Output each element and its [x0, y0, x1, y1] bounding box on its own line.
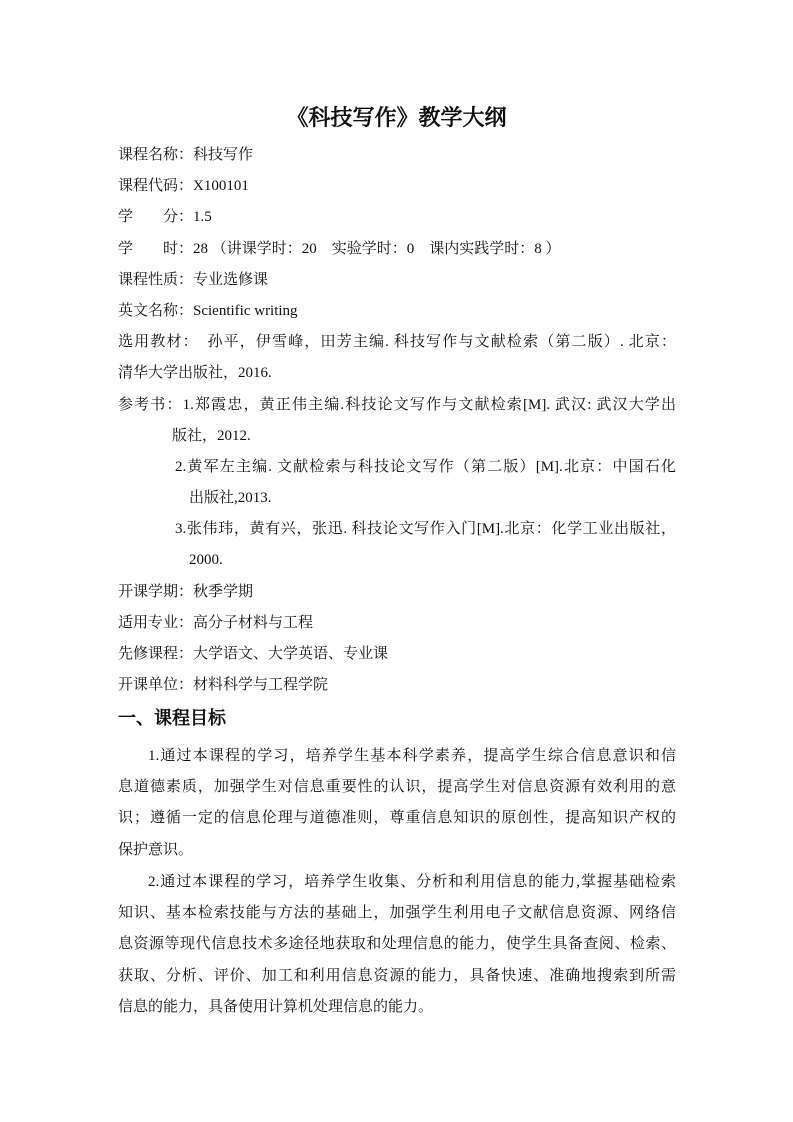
- reference-1: 参考书：1.郑霞忠，黄正伟主编.科技论文写作与文献检索[M]. 武汉: 武汉大学出: [118, 396, 676, 413]
- text-line: 获取、分析、评价、加工和利用信息资源的能力，具备快速、准确地搜索到所需: [118, 967, 676, 984]
- textbook: 选用教材： 孙平，伊雪峰，田芳主编. 科技写作与文献检索（第二版）. 北京：: [118, 334, 676, 351]
- course-info: [118, 140, 676, 701]
- text-line: 知识、基本检索技能与方法的基础上，加强学生利用电子文献信息资源、网络信: [118, 905, 676, 922]
- text-line: 息资源等现代信息技术多途径地获取和处理信息的能力，使学生具备查阅、检索、: [118, 936, 676, 953]
- objective-paragraph-1: [118, 741, 676, 866]
- section-heading: 一、课程目标: [118, 708, 226, 729]
- objective-paragraph-2: [118, 867, 676, 1023]
- department: 开课单位：材料科学与工程学院: [118, 677, 329, 694]
- course-nature: 课程性质：专业选修课: [118, 271, 269, 288]
- reference-2: 2.黄军左主编. 文献检索与科技论文写作（第二版）[M].北京：中国石化: [175, 458, 676, 475]
- text-line: 息道德素质，加强学生对信息重要性的认识，提高学生对信息资源有效利用的意: [118, 779, 676, 796]
- text-line: 保护意识。: [118, 841, 194, 858]
- textbook-cont: 清华大学出版社，2016.: [118, 365, 272, 382]
- document-title: 《科技写作》教学大纲: [286, 106, 507, 131]
- semester: 开课学期：秋季学期: [118, 583, 254, 600]
- reference-3: 3.张伟玮，黄有兴，张迅. 科技论文写作入门[M].北京：化学工业出版社，: [175, 521, 676, 538]
- major: 适用专业：高分子材料与工程: [118, 614, 314, 631]
- prerequisites: 先修课程：大学语文、大学英语、专业课: [118, 646, 389, 662]
- text-line: 2.通过本课程的学习，培养学生收集、分析和利用信息的能力,掌握基础检索: [148, 874, 676, 890]
- reference-3-cont: 2000.: [189, 552, 223, 569]
- course-hours: 学 时：28 （讲课学时：20 实验学时：0 课内实践学时：8 ）: [118, 240, 561, 257]
- text-line: 识；遵循一定的信息伦理与道德准则，尊重信息知识的原创性，提高知识产权的: [118, 810, 676, 827]
- course-credits: 学 分：1.5: [118, 209, 212, 226]
- reference-2-cont: 出版社,2013.: [189, 490, 272, 507]
- text-line: 信息的能力，具备使用计算机处理信息的能力。: [118, 998, 434, 1015]
- reference-1-cont: 版社，2012.: [172, 427, 251, 444]
- course-code: 课程代码：X100101: [118, 178, 249, 195]
- english-name: 英文名称：Scientific writing: [118, 302, 298, 319]
- text-line: 1.通过本课程的学习，培养学生基本科学素养，提高学生综合信息意识和信: [148, 748, 676, 764]
- course-name: 课程名称：科技写作: [118, 147, 254, 163]
